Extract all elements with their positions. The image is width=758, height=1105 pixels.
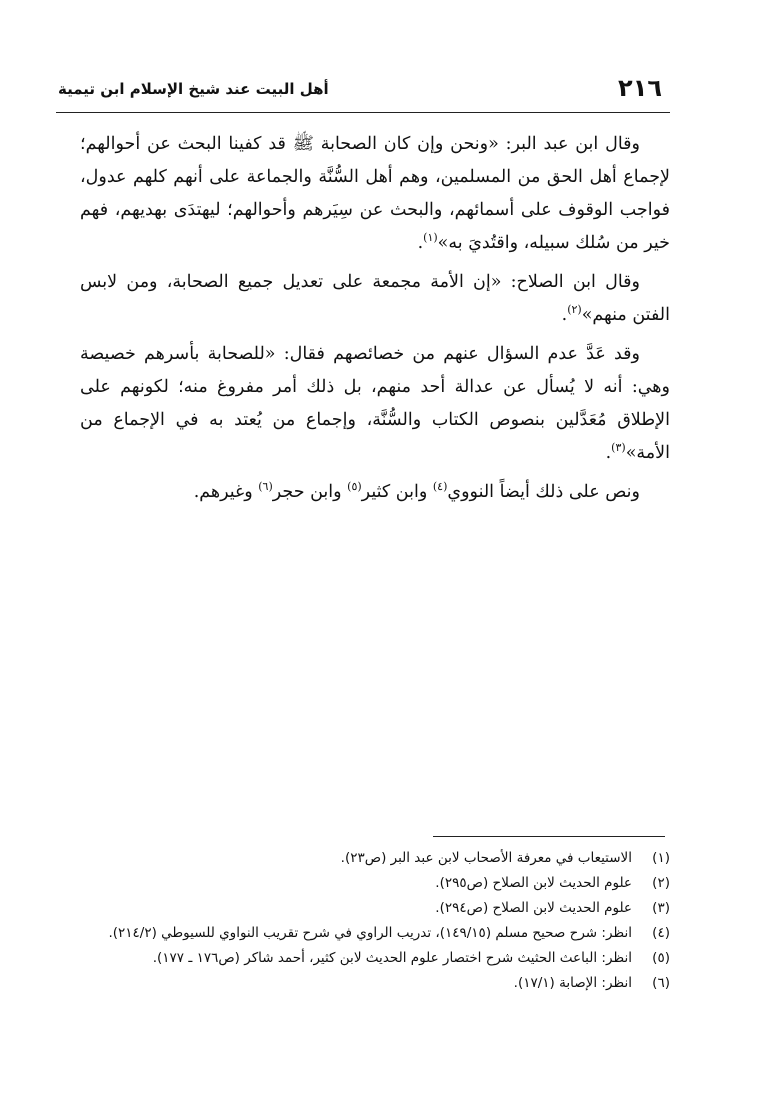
- paragraph-text: ونص على ذلك أيضاً النووي: [447, 482, 640, 502]
- footnote-number: (٢): [652, 875, 670, 891]
- paragraph-end: .: [605, 443, 612, 463]
- paragraph-text: وابن حجر: [272, 482, 348, 502]
- paragraph-text: وغيرهم.: [193, 482, 259, 502]
- paragraph-text: وقال ابن الصلاح: «إن الأمة مجمعة على تعديل جميع الصحابة، ومن لابس الفتن منهم»: [80, 272, 670, 325]
- footnote-text: انظر: شرح صحيح مسلم (١٤٩/١٥)، تدريب الراوي في شرح تقريب النواوي للسيوطي (٢١٤/٢).: [108, 925, 632, 941]
- footnote-text: انظر: الإصابة (١٧/١).: [513, 975, 632, 991]
- paragraph-text: وقال ابن عبد البر: «ونحن وإن كان الصحابة ﷺ قد كفينا البحث عن أحوالهم؛ لإجماع أهل الحق من المسلمين، وهم أهل السُّنَّة والجماعة على أنهم كلهم عدول، فواجب الوقوف على أسمائهم، والبحث عن سِيَرهم وأحوالهم؛ ليهتدَى بهديهم، فهم خير من سُلك سبيله، واقتُديَ به»: [80, 134, 670, 253]
- footnote-ref: (٦): [258, 480, 273, 494]
- footnote-text: انظر: الباعث الحثيث شرح اختصار علوم الحديث لابن كثير، أحمد شاكر (ص١٧٦ ـ ١٧٧).: [152, 950, 632, 966]
- running-title: أهل البيت عند شيخ الإسلام ابن تيمية: [58, 80, 329, 98]
- paragraph-end: .: [561, 305, 568, 325]
- footnote-ref: (١): [423, 231, 438, 245]
- header-divider: [56, 112, 670, 113]
- footnote-number: (٦): [652, 975, 670, 991]
- footnote: [86, 921, 670, 946]
- footnote-text: علوم الحديث لابن الصلاح (ص٢٩٥).: [435, 875, 632, 891]
- footnote-number: (٤): [652, 925, 670, 941]
- page-header: [58, 72, 670, 108]
- paragraph: [80, 476, 670, 509]
- footnote-ref: (٣): [611, 441, 626, 455]
- footnote-text: علوم الحديث لابن الصلاح (ص٢٩٤).: [435, 900, 632, 916]
- footnote: [86, 871, 670, 896]
- page-number: ٢١٦: [618, 74, 662, 102]
- main-text: [80, 128, 670, 515]
- footnote: [86, 946, 670, 971]
- footnotes: [86, 846, 670, 996]
- footnote: [86, 896, 670, 921]
- footnote-number: (٥): [652, 950, 670, 966]
- paragraph: [80, 338, 670, 470]
- paragraph-end: .: [417, 233, 424, 253]
- paragraph: [80, 266, 670, 332]
- footnote-ref: (٤): [432, 480, 448, 494]
- footnote-number: (٣): [652, 900, 670, 916]
- footnote: [86, 971, 670, 996]
- paragraph-text: وقد عَدَّ عدم السؤال عنهم من خصائصهم فقال: «للصحابة بأسرهم خصيصة وهي: أنه لا يُسأل عن عدالة أحد منهم، بل ذلك أمر مفروغ منه؛ لكونهم على الإطلاق مُعَدَّلين بنصوص الكتاب والسُّنَّة، وإجماع من يُعتد به في الإجماع من الأمة»: [80, 344, 670, 463]
- footnote-text: الاستيعاب في معرفة الأصحاب لابن عبد البر (ص٢٣).: [340, 850, 632, 866]
- footnote-divider: [433, 836, 665, 837]
- footnote-ref: (٥): [347, 480, 362, 494]
- paragraph: [80, 128, 670, 260]
- footnote-ref: (٢): [567, 303, 582, 317]
- footnote-number: (١): [652, 850, 670, 866]
- footnote: [86, 846, 670, 871]
- paragraph-text: وابن كثير: [361, 482, 433, 502]
